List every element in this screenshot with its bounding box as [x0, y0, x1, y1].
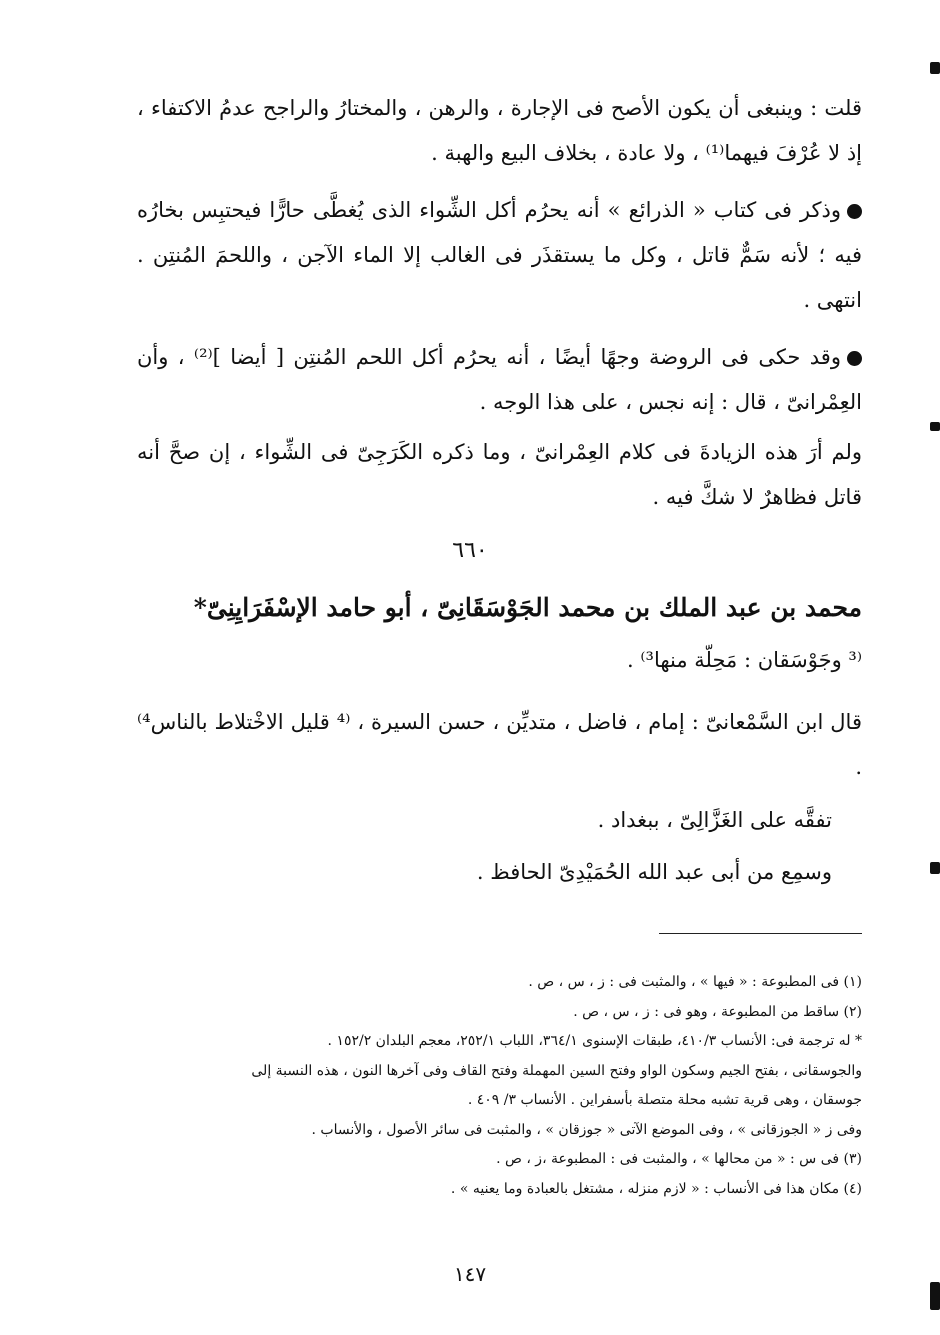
- entry-paragraph-3: وسمِع من أبى عبد الله الحُمَيْدِىّ الحافظ .: [476, 860, 832, 884]
- margin-mark: [930, 422, 940, 431]
- footnote-line: * له ترجمة فى: الأنساب ٤١٠/٣، طبقات الإسنوى ٣٦٤/١، اللباب ٢٥٢/١، معجم البلدان ١٥٢/٢ .: [327, 1033, 862, 1049]
- paragraph-4: [137, 430, 862, 520]
- entry-paragraph-2: تفقَّه على الغَزَّالِىّ ، ببغداد .: [597, 808, 832, 832]
- paragraph-2: [137, 188, 862, 323]
- entry-subtitle: ⁽³ وجَوْسَقان : مَحِلّة منها³⁾ .: [627, 648, 862, 672]
- margin-mark: [930, 862, 940, 874]
- footnote-line: والجوسقانى ، بفتح الجيم وسكون الواو وفتح السين المهملة وفتح القاف وفى آخرها النون ، هذه النسبة إلى: [251, 1062, 862, 1079]
- footnote-line: جوسقان ، وهى قرية تشبه محلة متصلة بأسفراين . الأنساب ٣/ ٤٠٩ .: [467, 1092, 862, 1108]
- footnote-line: (٣) فى س : « من محالها » ، والمثبت فى : المطبوعة ،ز ، ص .: [496, 1151, 862, 1167]
- margin-mark: [930, 62, 940, 74]
- bullet-icon: [847, 351, 862, 366]
- footnote-line: وفى ز « الجوزقانى » ، وفى الموضع الآتى « جوزقان » ، والمثبت فى سائر الأصول ، والأنساب .: [311, 1121, 862, 1138]
- paragraph-2-text: وذكر فى كتاب « الذرائع » أنه يحرُم أكل الشِّواء الذى يُغطَّى حارًّا فيحتبِس بخارُه فيه ؛ لأنه سَمٌّ قاتل ، وكل ما يستقذَر فى الغالب إلا الماء الآجن ، واللحمَ المُنتِن . انتهى .: [137, 198, 862, 312]
- footnote-line: (٤) مكان هذا فى الأنساب : « لازم منزله ، مشتغل بالعبادة وما يعنيه » .: [450, 1180, 862, 1197]
- footnote-line: (١) فى المطبوعة : « فيها » ، والمثبت فى : ز ، س ، ص .: [528, 974, 862, 990]
- margin-mark: [930, 1282, 940, 1310]
- page-number: ١٤٧: [453, 1262, 487, 1286]
- bullet-icon: [847, 204, 862, 219]
- paragraph-4-text: ولم أرَ هذه الزيادةَ فى كلام العِمْرانىّ ، وما ذكره الكَرَجِىّ فى الشِّواء ، إن صحَّ أنه قاتل فظاهرٌ لا شكَّ فيه .: [137, 440, 862, 509]
- footnote-line: (٢) ساقط من المطبوعة ، وهو فى : ز ، س ، ص .: [573, 1003, 862, 1020]
- entry-title: محمد بن عبد الملك بن محمد الجَوْسَقَانِىّ ، أبو حامد الإسْفَرَايِنِىّ*: [193, 593, 862, 622]
- footnotes: [72, 968, 862, 1204]
- paragraph-3-text: وقد حكى فى الروضة وجهًا أيضًا ، أنه يحرُم أكل اللحم المُنتِن [ أيضا ]⁽²⁾ ، وأن العِمْرانىّ ، قال : إنه نجس ، على هذا الوجه .: [137, 345, 862, 414]
- footnote-separator: [659, 933, 862, 934]
- paragraph-1: [137, 86, 862, 176]
- paragraph-1-text: قلت : وينبغى أن يكون الأصح فى الإجارة ، والرهن ، والمختارُ والراجح عدمُ الاكتفاء ، إذ لا عُرْفَ فيهما⁽¹⁾ ، ولا عادة ، بخلاف البيع والهبة .: [137, 96, 862, 165]
- paragraph-3: [137, 335, 862, 425]
- entry-number: ٦٦٠: [452, 538, 488, 563]
- entry-paragraph-1: قال ابن السَّمْعانىّ : إمام ، فاضل ، متديِّن ، حسن السيرة ، ⁽⁴ قليل الاخْتلاط بالناس⁴⁾ .: [137, 710, 862, 779]
